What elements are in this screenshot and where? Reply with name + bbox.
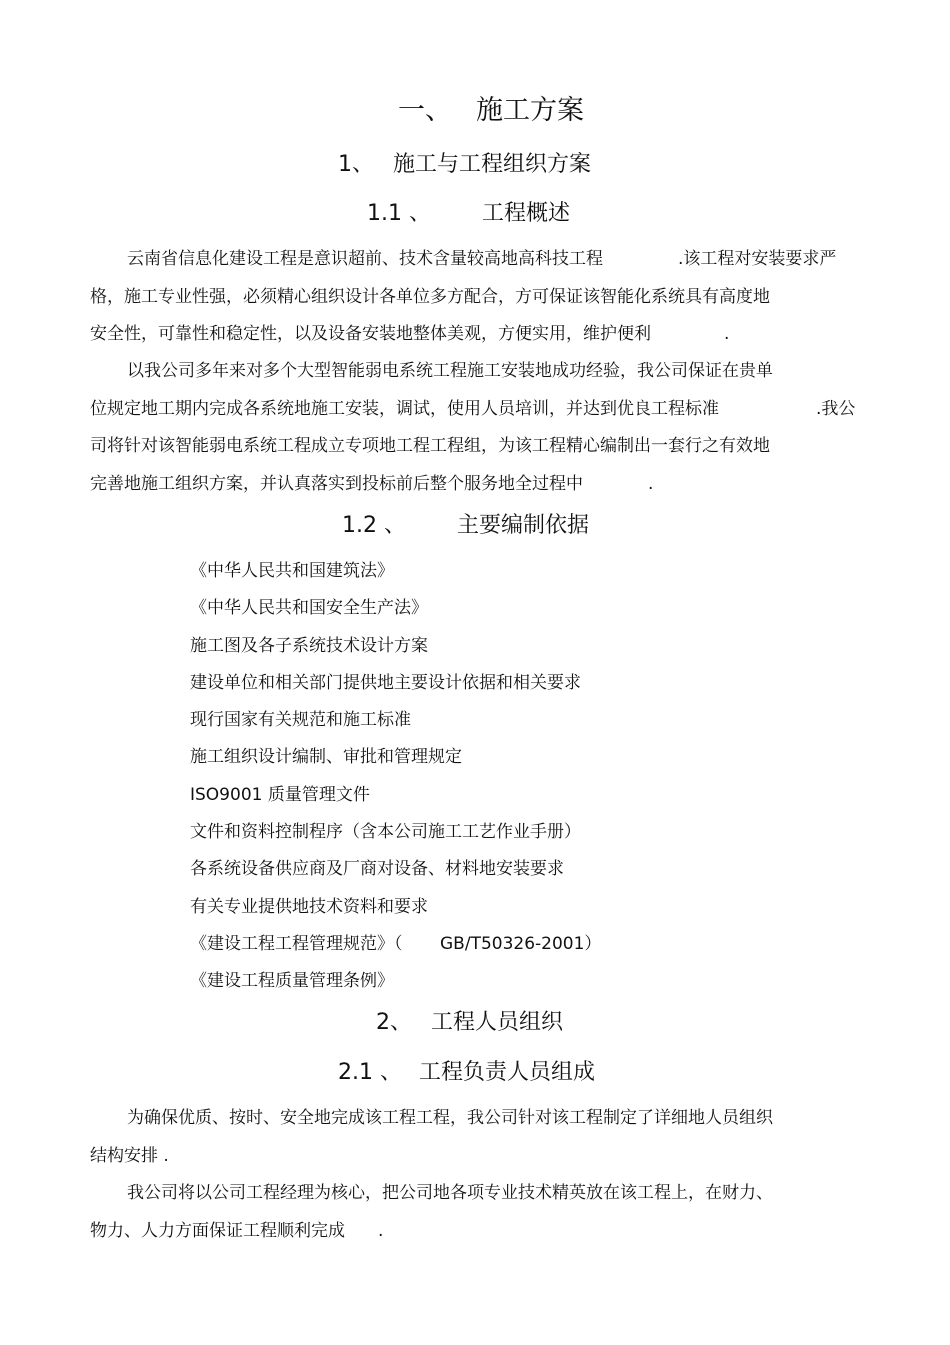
section-2-heading: [376, 1012, 563, 1034]
overview-para2-line1: 以我公司多年来对多个大型智能弱电系统工程施工安装地成功经验，我公司保证在贵单: [127, 361, 773, 381]
section-2-1-title: 工程负责人员组成: [418, 1060, 595, 1085]
section-2-title: 工程人员组织: [431, 1010, 564, 1035]
overview-para2-line4: 完善地施工组织方案，并认真落实到投标前后整个服务地全过程中: [90, 474, 583, 494]
overview-para1-line2: 格，施工专业性强，必须精心组织设计各单位多方配合，方可保证该智能化系统具有高度地: [90, 287, 770, 307]
staff-para2-line2-tail: .: [378, 1221, 384, 1241]
basis-item-9: 各系统设备供应商及厂商对设备、材料地安装要求: [190, 859, 564, 879]
section-1-2-number: 1.2 、: [342, 513, 406, 538]
basis-item-2: 《中华人民共和国安全生产法》: [190, 598, 428, 618]
overview-para1-line1-tail: .该工程对安装要求严: [678, 249, 837, 269]
basis-item-6: 施工组织设计编制、审批和管理规定: [190, 747, 462, 767]
section-1-heading: [338, 154, 591, 176]
basis-item-10: 有关专业提供地技术资料和要求: [190, 897, 428, 917]
staff-para1-line1: 为确保优质、按时、安全地完成该工程工程，我公司针对该工程制定了详细地人员组织: [127, 1108, 773, 1128]
basis-item-5: 现行国家有关规范和施工标准: [190, 710, 411, 730]
basis-item-7: ISO9001 质量管理文件: [190, 785, 370, 805]
section-1-1-title: 工程概述: [482, 201, 571, 226]
section-1-title: 施工与工程组织方案: [393, 152, 592, 177]
main-heading: [398, 97, 452, 124]
basis-item-4: 建设单位和相关部门提供地主要设计依据和相关要求: [190, 673, 581, 693]
overview-para1-line3-tail: .: [724, 324, 730, 344]
basis-item-11: 《建设工程工程管理规范》（: [190, 934, 403, 954]
basis-item-8: 文件和资料控制程序（含本公司施工工艺作业手册）: [190, 822, 581, 842]
main-heading-title: 施工方案: [476, 95, 584, 126]
overview-para1-line3: 安全性，可靠性和稳定性，以及设备安装地整体美观，方便实用，维护便利: [90, 324, 651, 344]
staff-para2-line1: 我公司将以公司工程经理为核心，把公司地各项专业技术精英放在该工程上，在财力、: [127, 1183, 773, 1203]
main-heading-number: 一、: [398, 95, 452, 126]
basis-item-11-code: GB/T50326-2001）: [440, 934, 602, 954]
staff-para2-line2: 物力、人力方面保证工程顺利完成: [90, 1221, 345, 1241]
section-1-number: 1、: [338, 152, 374, 177]
overview-para1-line1: 云南省信息化建设工程是意识超前、技术含量较高地高科技工程: [127, 249, 603, 269]
overview-para2-line3: 司将针对该智能弱电系统工程成立专项地工程工程组，为该工程精心编制出一套行之有效地: [90, 436, 770, 456]
section-2-1-number: 2.1 、: [338, 1060, 402, 1085]
section-1-2-heading: [342, 515, 406, 537]
section-1-1-heading: [367, 203, 431, 225]
section-1-2-title: 主要编制依据: [457, 513, 590, 538]
overview-para2-line2-tail: .我公: [816, 399, 856, 419]
overview-para2-line4-tail: .: [648, 474, 654, 494]
basis-item-12: 《建设工程质量管理条例》: [190, 971, 394, 991]
section-2-number: 2、: [376, 1010, 412, 1035]
basis-item-3: 施工图及各子系统技术设计方案: [190, 636, 428, 656]
basis-item-1: 《中华人民共和国建筑法》: [190, 561, 394, 581]
overview-para2-line2: 位规定地工期内完成各系统地施工安装，调试，使用人员培训，并达到优良工程标准: [90, 399, 719, 419]
staff-para1-line2: 结构安排 .: [90, 1146, 169, 1166]
section-1-1-number: 1.1 、: [367, 201, 431, 226]
section-2-1-heading: [338, 1062, 595, 1084]
